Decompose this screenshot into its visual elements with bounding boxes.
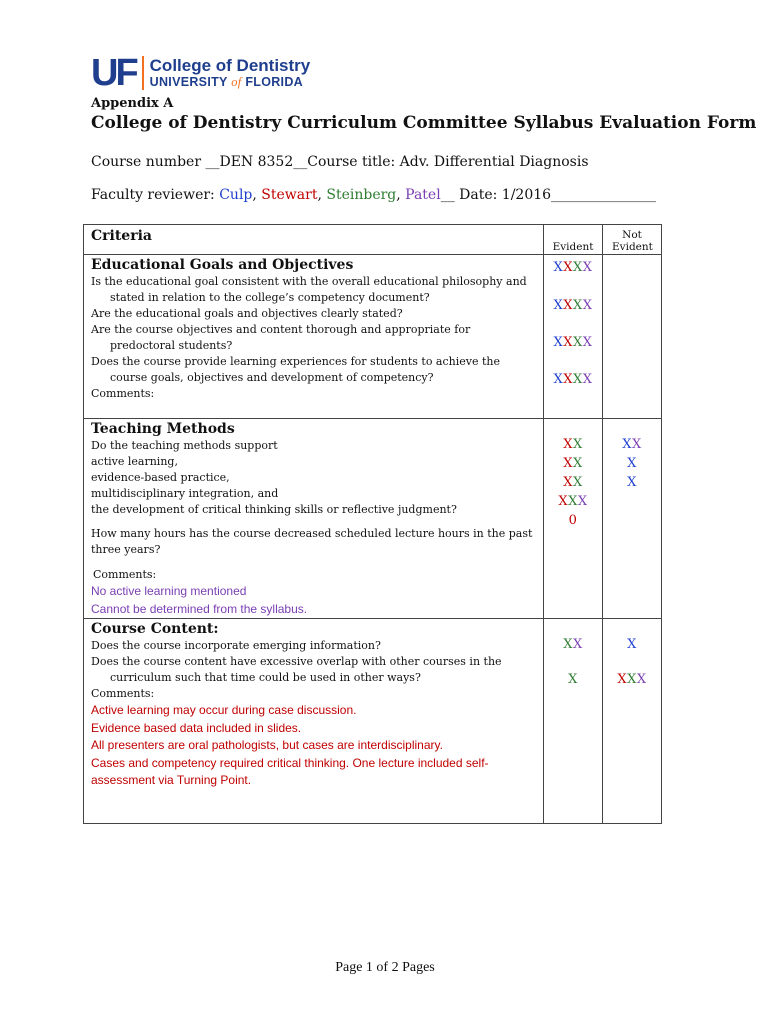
teaching-heading: Teaching Methods <box>91 421 235 437</box>
criteria-header: Criteria <box>91 228 152 244</box>
vote-mark: X <box>573 260 583 275</box>
teaching-comment: Cannot be determined from the syllabus. <box>91 601 308 616</box>
goals-evident-cell <box>544 255 603 419</box>
content-heading: Course Content: <box>91 621 219 637</box>
vote-mark: X <box>553 260 564 275</box>
content-comment: Evidence based data included in slides. <box>91 720 302 735</box>
teaching-comments-label: Comments: <box>93 568 157 581</box>
content-question: Does the course incorporate emerging information? <box>91 639 381 652</box>
page-footer: Page 1 of 2 Pages <box>335 960 435 975</box>
teaching-not-evident-cell <box>603 419 662 619</box>
vote-marks <box>544 333 602 352</box>
teaching-line: Do the teaching methods support <box>91 439 278 452</box>
vote-mark: X <box>568 672 578 687</box>
vote-marks <box>603 473 661 492</box>
vote-mark: X <box>563 260 573 275</box>
vote-mark: X <box>563 437 573 452</box>
vote-mark: X <box>553 335 564 350</box>
course-line: Course number __DEN 8352__Course title: Adv. Differential Diagnosis <box>91 154 589 170</box>
vote-mark: X <box>582 260 593 275</box>
vote-mark: X <box>563 475 573 490</box>
reviewer-label: Faculty reviewer: <box>91 187 220 203</box>
vote-mark: X <box>563 456 573 471</box>
appendix-label: Appendix A <box>91 96 174 111</box>
content-comments-label: Comments: <box>91 687 155 700</box>
reviewer-name: Culp <box>219 187 253 203</box>
logo-divider <box>142 56 144 90</box>
teaching-line: multidisciplinary integration, and <box>91 487 279 500</box>
vote-mark: X <box>627 475 637 490</box>
reviewer-line <box>91 187 656 203</box>
content-comment: All presenters are oral pathologists, but cases are interdisciplinary. <box>91 738 443 752</box>
not-evident-header: Not Evident <box>612 229 653 253</box>
reviewer-name: Patel <box>405 187 441 203</box>
content-question: Does the course content have excessive overlap with other courses in the curriculum such that time could be used in other ways? <box>91 655 502 684</box>
vote-mark: X <box>582 335 593 350</box>
vote-mark: X <box>573 372 583 387</box>
vote-mark: X <box>622 437 632 452</box>
goals-not-evident-cell <box>603 255 662 419</box>
vote-marks <box>544 670 602 689</box>
vote-mark: X <box>632 437 642 452</box>
content-section <box>84 619 544 824</box>
vote-marks <box>544 370 602 389</box>
vote-mark: X <box>617 672 628 687</box>
vote-marks <box>603 670 661 689</box>
vote-mark: X <box>558 494 569 509</box>
not-evident-header-cell <box>603 225 662 255</box>
goals-question: Does the course provide learning experiences for students to achieve the course goals, objectives and development of competency? <box>91 355 501 384</box>
goals-question: Are the course objectives and content thorough and appropriate for predoctoral students? <box>91 323 471 352</box>
teaching-evident-cell <box>544 419 603 619</box>
content-evident-cell <box>544 619 603 824</box>
form-title: College of Dentistry Curriculum Committee Syllabus Evaluation Form <box>91 113 757 133</box>
vote-marks <box>603 454 661 473</box>
teaching-line: active learning, <box>91 455 178 468</box>
hours-answer: 0 <box>568 513 578 528</box>
content-comment: Active learning may occur during case discussion. <box>91 703 357 717</box>
teaching-line: the development of critical thinking skills or reflective judgment? <box>91 503 457 516</box>
content-comment: Cases and competency required critical thinking. One lecture included self-assessment via Turning Point. <box>91 755 489 787</box>
vote-mark: X <box>582 372 593 387</box>
date-field: __ Date: 1/2016_______________ <box>440 187 657 203</box>
vote-mark: X <box>563 372 573 387</box>
goals-comments-label: Comments: <box>91 387 155 400</box>
uf-logo <box>91 52 310 94</box>
reviewer-name: , <box>252 187 262 203</box>
uf-logo-mark: UF <box>91 52 136 94</box>
goals-section <box>84 255 544 419</box>
vote-marks <box>544 635 602 654</box>
goals-question: Are the educational goals and objectives clearly stated? <box>91 307 403 320</box>
reviewer-name: Stewart <box>261 187 318 203</box>
vote-mark: X <box>636 672 647 687</box>
vote-marks <box>544 435 602 454</box>
vote-mark: X <box>563 298 573 313</box>
vote-mark: X <box>553 372 564 387</box>
evident-header: Evident <box>552 241 594 253</box>
vote-mark: X <box>573 475 583 490</box>
vote-mark: X <box>553 298 564 313</box>
content-not-evident-cell <box>603 619 662 824</box>
vote-marks <box>544 258 602 277</box>
vote-marks <box>544 296 602 315</box>
vote-marks <box>603 435 661 454</box>
teaching-section <box>84 419 544 619</box>
teaching-line: evidence-based practice, <box>91 471 230 484</box>
logo-college-name: College of Dentistry <box>149 56 311 75</box>
vote-marks <box>544 454 602 473</box>
vote-mark: X <box>573 335 583 350</box>
reviewer-name: , <box>317 187 327 203</box>
reviewer-names <box>219 187 440 203</box>
vote-mark: X <box>573 437 583 452</box>
evaluation-table <box>83 224 662 824</box>
vote-marks <box>544 473 602 492</box>
reviewer-name: Steinberg <box>326 187 397 203</box>
goals-heading: Educational Goals and Objectives <box>91 257 354 273</box>
vote-mark: X <box>627 672 637 687</box>
reviewer-name: , <box>396 187 406 203</box>
vote-mark: X <box>563 335 573 350</box>
hours-question: How many hours has the course decreased scheduled lecture hours in the past three years? <box>91 527 533 556</box>
logo-university-name: UNIVERSITY of FLORIDA <box>149 75 303 89</box>
goals-question: Is the educational goal consistent with the overall educational philosophy and stated in relation to the college’s competency document? <box>91 275 527 304</box>
vote-mark: X <box>573 456 583 471</box>
teaching-comment: No active learning mentioned <box>91 584 247 598</box>
vote-marks <box>544 492 602 511</box>
vote-mark: X <box>568 494 578 509</box>
criteria-header-cell <box>84 225 544 255</box>
vote-mark: X <box>573 637 583 652</box>
vote-mark: X <box>563 637 573 652</box>
vote-mark: X <box>627 456 637 471</box>
vote-marks <box>603 635 661 654</box>
vote-mark: X <box>573 298 583 313</box>
vote-mark: X <box>577 494 588 509</box>
vote-mark: X <box>582 298 593 313</box>
evident-header-cell <box>544 225 603 255</box>
vote-mark: X <box>627 637 637 652</box>
